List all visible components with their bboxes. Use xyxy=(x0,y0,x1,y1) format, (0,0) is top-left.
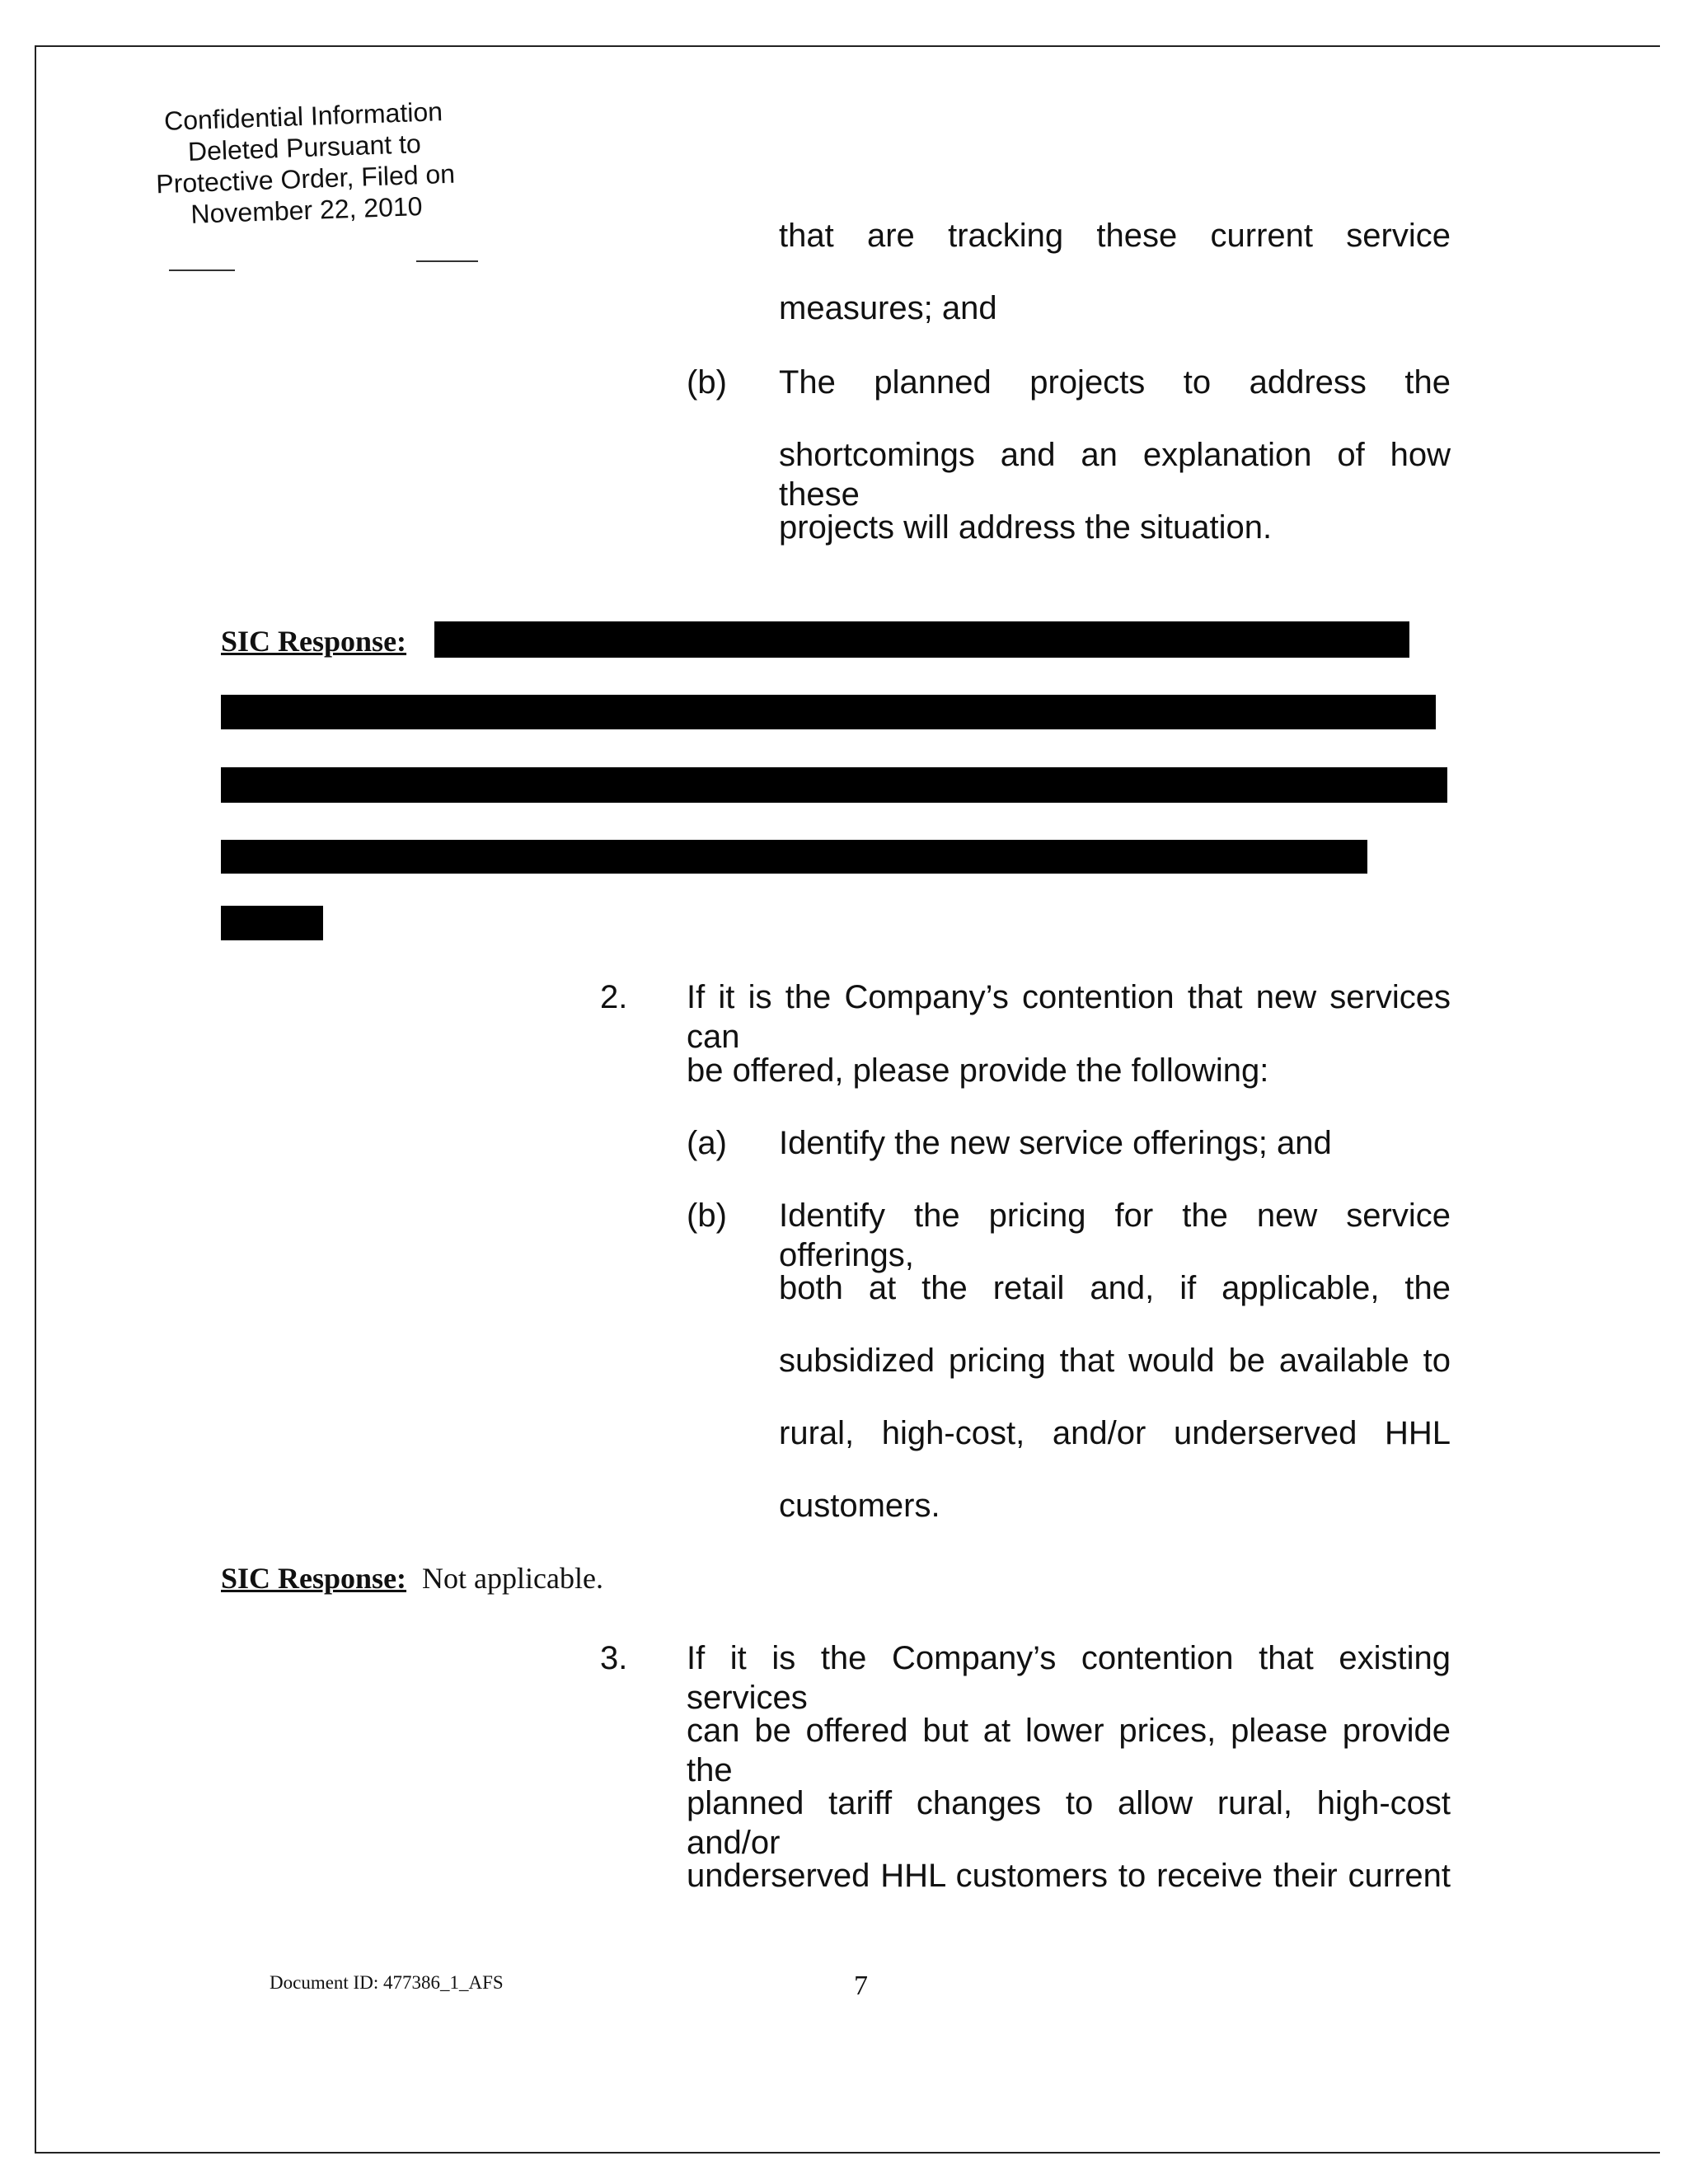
item1-b-line-1: The planned projects to address the xyxy=(779,364,1451,401)
item2-line-2: be offered, please provide the following: xyxy=(687,1052,1269,1089)
item2-a-marker: (a) xyxy=(687,1125,727,1161)
confidentiality-stamp xyxy=(138,95,471,232)
sic-response-text-2: Not applicable. xyxy=(422,1562,603,1595)
item3-number: 3. xyxy=(600,1640,628,1676)
item1-line-2: measures; and xyxy=(779,290,997,326)
redaction-bar-1 xyxy=(434,621,1409,658)
stamp-line-2: Deleted Pursuant to xyxy=(187,129,422,166)
page-border-bottom xyxy=(35,2152,1660,2154)
stamp-rule-left xyxy=(169,269,235,271)
redaction-bar-3 xyxy=(221,767,1447,803)
redaction-bar-2 xyxy=(221,695,1436,729)
item2-b-marker: (b) xyxy=(687,1197,727,1234)
page-border-left xyxy=(35,45,36,2154)
item3-line-1: If it is the Company’s contention that existing services xyxy=(687,1640,1451,1716)
item2-b-line-2: both at the retail and, if applicable, the xyxy=(779,1270,1451,1306)
item2-b-line-4: rural, high-cost, and/or underserved HHL xyxy=(779,1415,1451,1451)
stamp-line-4: November 22, 2010 xyxy=(190,191,424,229)
redaction-bar-5 xyxy=(221,906,323,940)
item2-line-1: If it is the Company’s contention that new services can xyxy=(687,979,1451,1055)
stamp-line-1: Confidential Information xyxy=(163,96,443,136)
sic-response-label-1: SIC Response: xyxy=(221,625,407,658)
item2-b-line-3: subsidized pricing that would be available to xyxy=(779,1343,1451,1379)
item2-a-text: Identify the new service offerings; and xyxy=(779,1125,1332,1161)
stamp-line-3: Protective Order, Filed on xyxy=(155,158,456,199)
item1-b-line-2: shortcomings and an explanation of how these xyxy=(779,437,1451,513)
redaction-bar-4 xyxy=(221,840,1367,874)
item2-b-line-1: Identify the pricing for the new service offerings, xyxy=(779,1197,1451,1273)
stamp-rule-right xyxy=(416,260,478,262)
item2-b-line-5: customers. xyxy=(779,1488,940,1524)
page-border-top xyxy=(35,45,1660,47)
page-number: 7 xyxy=(854,1971,868,2001)
item1-b-line-3: projects will address the situation. xyxy=(779,509,1273,546)
item3-line-2: can be offered but at lower prices, please provide the xyxy=(687,1713,1451,1788)
item1-line-1: that are tracking these current service xyxy=(779,218,1451,254)
item3-line-4: underserved HHL customers to receive their current xyxy=(687,1858,1451,1894)
item1-b-marker: (b) xyxy=(687,364,727,401)
item3-line-3: planned tariff changes to allow rural, high-cost and/or xyxy=(687,1785,1451,1861)
sic-response-2 xyxy=(221,1560,603,1596)
document-id: Document ID: 477386_1_AFS xyxy=(270,1972,504,1993)
sic-response-label-2: SIC Response: xyxy=(221,1562,407,1595)
item2-number: 2. xyxy=(600,979,628,1015)
